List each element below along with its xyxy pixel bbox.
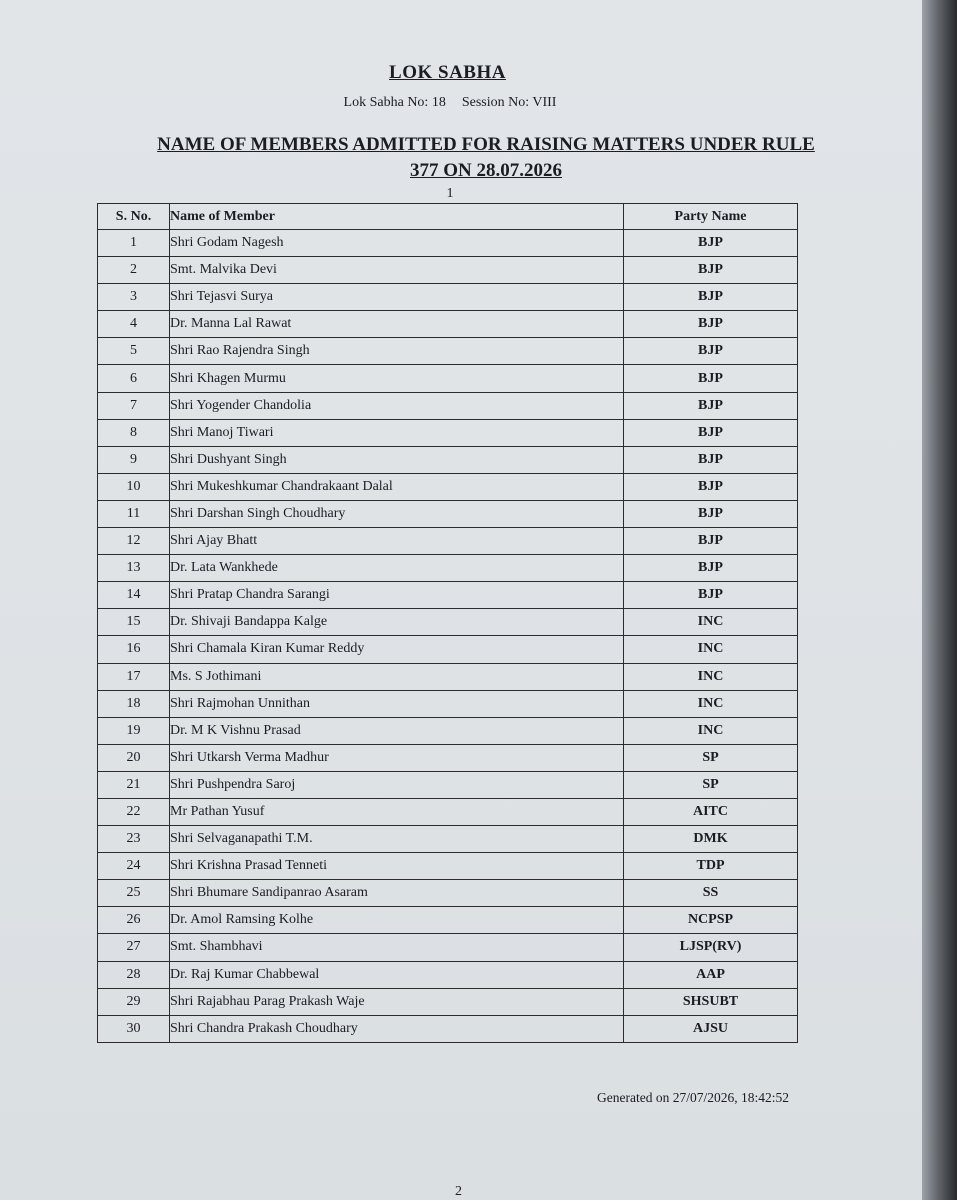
row-serial-number: 2 bbox=[98, 257, 170, 284]
row-serial-number: 4 bbox=[98, 311, 170, 338]
table-row bbox=[98, 961, 798, 988]
row-party-name: BJP bbox=[624, 311, 798, 338]
row-member-name: Shri Selvaganapathi T.M. bbox=[170, 826, 624, 853]
row-party-name: SS bbox=[624, 880, 798, 907]
row-party-name: BJP bbox=[624, 446, 798, 473]
row-party-name: INC bbox=[624, 717, 798, 744]
table-row bbox=[98, 338, 798, 365]
table-row bbox=[98, 744, 798, 771]
table-row bbox=[98, 826, 798, 853]
screen-edge bbox=[922, 0, 957, 1200]
row-member-name: Dr. Amol Ramsing Kolhe bbox=[170, 907, 624, 934]
row-party-name: BJP bbox=[624, 365, 798, 392]
row-serial-number: 12 bbox=[98, 528, 170, 555]
row-member-name: Dr. Raj Kumar Chabbewal bbox=[170, 961, 624, 988]
row-member-name: Dr. Manna Lal Rawat bbox=[170, 311, 624, 338]
row-serial-number: 17 bbox=[98, 663, 170, 690]
row-member-name: Shri Manoj Tiwari bbox=[170, 419, 624, 446]
row-serial-number: 14 bbox=[98, 582, 170, 609]
row-party-name: BJP bbox=[624, 257, 798, 284]
row-member-name: Shri Darshan Singh Choudhary bbox=[170, 500, 624, 527]
row-member-name: Shri Dushyant Singh bbox=[170, 446, 624, 473]
page-number-bottom: 2 bbox=[455, 1184, 462, 1199]
row-serial-number: 6 bbox=[98, 365, 170, 392]
row-serial-number: 8 bbox=[98, 419, 170, 446]
main-heading bbox=[60, 132, 912, 184]
row-member-name: Shri Rajmohan Unnithan bbox=[170, 690, 624, 717]
column-header-name: Name of Member bbox=[170, 204, 624, 230]
row-member-name: Dr. M K Vishnu Prasad bbox=[170, 717, 624, 744]
table-row bbox=[98, 717, 798, 744]
row-party-name: BJP bbox=[624, 528, 798, 555]
row-serial-number: 25 bbox=[98, 880, 170, 907]
row-member-name: Shri Ajay Bhatt bbox=[170, 528, 624, 555]
session-info bbox=[0, 95, 900, 111]
row-member-name: Shri Rao Rajendra Singh bbox=[170, 338, 624, 365]
row-party-name: INC bbox=[624, 690, 798, 717]
table-row bbox=[98, 500, 798, 527]
row-serial-number: 29 bbox=[98, 988, 170, 1015]
row-party-name: BJP bbox=[624, 500, 798, 527]
document-title: LOK SABHA bbox=[389, 62, 506, 83]
row-party-name: INC bbox=[624, 663, 798, 690]
row-member-name: Shri Bhumare Sandipanrao Asaram bbox=[170, 880, 624, 907]
table-row bbox=[98, 988, 798, 1015]
row-party-name: TDP bbox=[624, 853, 798, 880]
row-member-name: Shri Rajabhau Parag Prakash Waje bbox=[170, 988, 624, 1015]
row-party-name: BJP bbox=[624, 419, 798, 446]
row-party-name: INC bbox=[624, 609, 798, 636]
row-serial-number: 22 bbox=[98, 798, 170, 825]
row-serial-number: 7 bbox=[98, 392, 170, 419]
row-party-name: BJP bbox=[624, 555, 798, 582]
table-row bbox=[98, 636, 798, 663]
table-row bbox=[98, 311, 798, 338]
row-serial-number: 20 bbox=[98, 744, 170, 771]
row-party-name: NCPSP bbox=[624, 907, 798, 934]
row-party-name: BJP bbox=[624, 230, 798, 257]
row-party-name: INC bbox=[624, 636, 798, 663]
row-serial-number: 23 bbox=[98, 826, 170, 853]
row-serial-number: 21 bbox=[98, 771, 170, 798]
row-party-name: BJP bbox=[624, 338, 798, 365]
table-row bbox=[98, 1015, 798, 1042]
table-row bbox=[98, 257, 798, 284]
row-serial-number: 26 bbox=[98, 907, 170, 934]
table-row bbox=[98, 392, 798, 419]
row-serial-number: 30 bbox=[98, 1015, 170, 1042]
generated-timestamp: Generated on 27/07/2026, 18:42:52 bbox=[597, 1090, 789, 1105]
row-serial-number: 16 bbox=[98, 636, 170, 663]
row-serial-number: 11 bbox=[98, 500, 170, 527]
row-member-name: Shri Krishna Prasad Tenneti bbox=[170, 853, 624, 880]
table-row bbox=[98, 663, 798, 690]
row-serial-number: 18 bbox=[98, 690, 170, 717]
row-member-name: Dr. Lata Wankhede bbox=[170, 555, 624, 582]
row-party-name: BJP bbox=[624, 473, 798, 500]
row-member-name: Shri Pushpendra Saroj bbox=[170, 771, 624, 798]
row-party-name: BJP bbox=[624, 392, 798, 419]
row-member-name: Shri Chamala Kiran Kumar Reddy bbox=[170, 636, 624, 663]
row-serial-number: 19 bbox=[98, 717, 170, 744]
row-member-name: Ms. S Jothimani bbox=[170, 663, 624, 690]
row-party-name: DMK bbox=[624, 826, 798, 853]
table-row bbox=[98, 230, 798, 257]
row-member-name: Smt. Shambhavi bbox=[170, 934, 624, 961]
row-serial-number: 1 bbox=[98, 230, 170, 257]
table-row bbox=[98, 419, 798, 446]
row-member-name: Shri Godam Nagesh bbox=[170, 230, 624, 257]
table-row bbox=[98, 798, 798, 825]
column-header-party: Party Name bbox=[624, 204, 798, 230]
row-serial-number: 27 bbox=[98, 934, 170, 961]
table-row bbox=[98, 907, 798, 934]
lok-sabha-number: Lok Sabha No: 18 bbox=[343, 95, 446, 110]
row-party-name: SHSUBT bbox=[624, 988, 798, 1015]
row-party-name: AJSU bbox=[624, 1015, 798, 1042]
main-heading-line-2: 377 ON 28.07.2026 bbox=[410, 160, 562, 181]
table-header-row bbox=[98, 204, 798, 230]
column-header-sno: S. No. bbox=[98, 204, 170, 230]
page-number-top: 1 bbox=[446, 186, 454, 201]
row-serial-number: 24 bbox=[98, 853, 170, 880]
row-member-name: Shri Khagen Murmu bbox=[170, 365, 624, 392]
table-row bbox=[98, 365, 798, 392]
row-member-name: Shri Utkarsh Verma Madhur bbox=[170, 744, 624, 771]
table-row bbox=[98, 690, 798, 717]
row-party-name: SP bbox=[624, 744, 798, 771]
table-row bbox=[98, 771, 798, 798]
table-row bbox=[98, 609, 798, 636]
row-member-name: Shri Chandra Prakash Choudhary bbox=[170, 1015, 624, 1042]
members-table bbox=[97, 203, 798, 1043]
row-member-name: Smt. Malvika Devi bbox=[170, 257, 624, 284]
row-party-name: AITC bbox=[624, 798, 798, 825]
row-member-name: Shri Yogender Chandolia bbox=[170, 392, 624, 419]
table-row bbox=[98, 555, 798, 582]
row-serial-number: 15 bbox=[98, 609, 170, 636]
table-row bbox=[98, 934, 798, 961]
table-row bbox=[98, 880, 798, 907]
row-party-name: SP bbox=[624, 771, 798, 798]
row-member-name: Shri Mukeshkumar Chandrakaant Dalal bbox=[170, 473, 624, 500]
table-row bbox=[98, 528, 798, 555]
row-serial-number: 9 bbox=[98, 446, 170, 473]
row-member-name: Shri Tejasvi Surya bbox=[170, 284, 624, 311]
row-serial-number: 3 bbox=[98, 284, 170, 311]
table-row bbox=[98, 284, 798, 311]
row-party-name: BJP bbox=[624, 582, 798, 609]
row-serial-number: 13 bbox=[98, 555, 170, 582]
row-member-name: Shri Pratap Chandra Sarangi bbox=[170, 582, 624, 609]
table-row bbox=[98, 473, 798, 500]
row-serial-number: 5 bbox=[98, 338, 170, 365]
row-member-name: Mr Pathan Yusuf bbox=[170, 798, 624, 825]
main-heading-line-1: NAME OF MEMBERS ADMITTED FOR RAISING MATTERS UNDER RULE bbox=[157, 134, 815, 155]
table-row bbox=[98, 446, 798, 473]
row-party-name: AAP bbox=[624, 961, 798, 988]
session-number: Session No: VIII bbox=[461, 95, 557, 110]
table-row bbox=[98, 582, 798, 609]
row-serial-number: 10 bbox=[98, 473, 170, 500]
row-serial-number: 28 bbox=[98, 961, 170, 988]
table-row bbox=[98, 853, 798, 880]
row-party-name: BJP bbox=[624, 284, 798, 311]
row-member-name: Dr. Shivaji Bandappa Kalge bbox=[170, 609, 624, 636]
row-party-name: LJSP(RV) bbox=[624, 934, 798, 961]
